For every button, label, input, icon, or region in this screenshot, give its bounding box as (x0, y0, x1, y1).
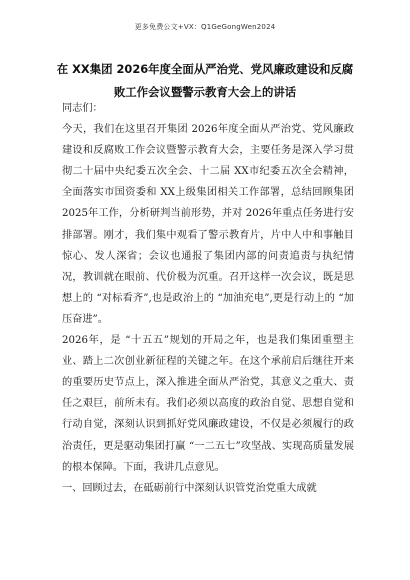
section-heading-one: 一、回顾过去，在砥砺前行中深刻认识管党治党重大成就 (62, 482, 317, 494)
document-title: 在 XX集团 2026年度全面从严治党、党风廉政建设和反腐败工作会议暨警示教育大会上的讲话 (56, 62, 354, 99)
paragraph-opening: 今天，我们在这里召开集团 2026年度全面从严治党、党风廉政建设和反腐败工作会议暨警示教育大会，主要任务是深入学习贯彻二十届中央纪委五次全会、十二届 XX市纪委五次全会精神，全面落实市国资委和 XX上级集团相关工作部署，总结回顾集团 2025年工作，分析研判当前形势，并对 2026年重点任务进行安排部署。刚才，我们集中观看了警示教育片，片中人中和事触目惊心、发人深省；会议也通报了集团内部的问责追责与执纪情况，教训就在眼前、代价极为沉重。召开这样一次会议，既是思想上的 “对标看齐”,也是政治上的 “加油充电”,更是行动上的 “加压奋进”。 (62, 124, 354, 325)
salutation: 同志们： (62, 103, 103, 114)
paragraph-significance: 2026年，是 “十五五”规划的开局之年，也是我们集团重塑主业、踏上二次创业新征程的关键之年。在这个承前启后继往开来的重要历史节点上，深入推进全面从严治党，其意义之重大、责任之艰巨，前所未有。我们必须以高度的政治自觉、思想自觉和行动自觉，深刻认识到抓好党风廉政建设，不仅是必须履行的政治责任，更是驱动集团打赢 “一二五七”攻坚战、实现高质量发展的根本保障。下面，我讲几点意见。 (62, 335, 354, 473)
document-body (62, 98, 354, 499)
promo-banner: 更多免费公文+VX：Q1GeGongWen2024 (134, 23, 276, 31)
